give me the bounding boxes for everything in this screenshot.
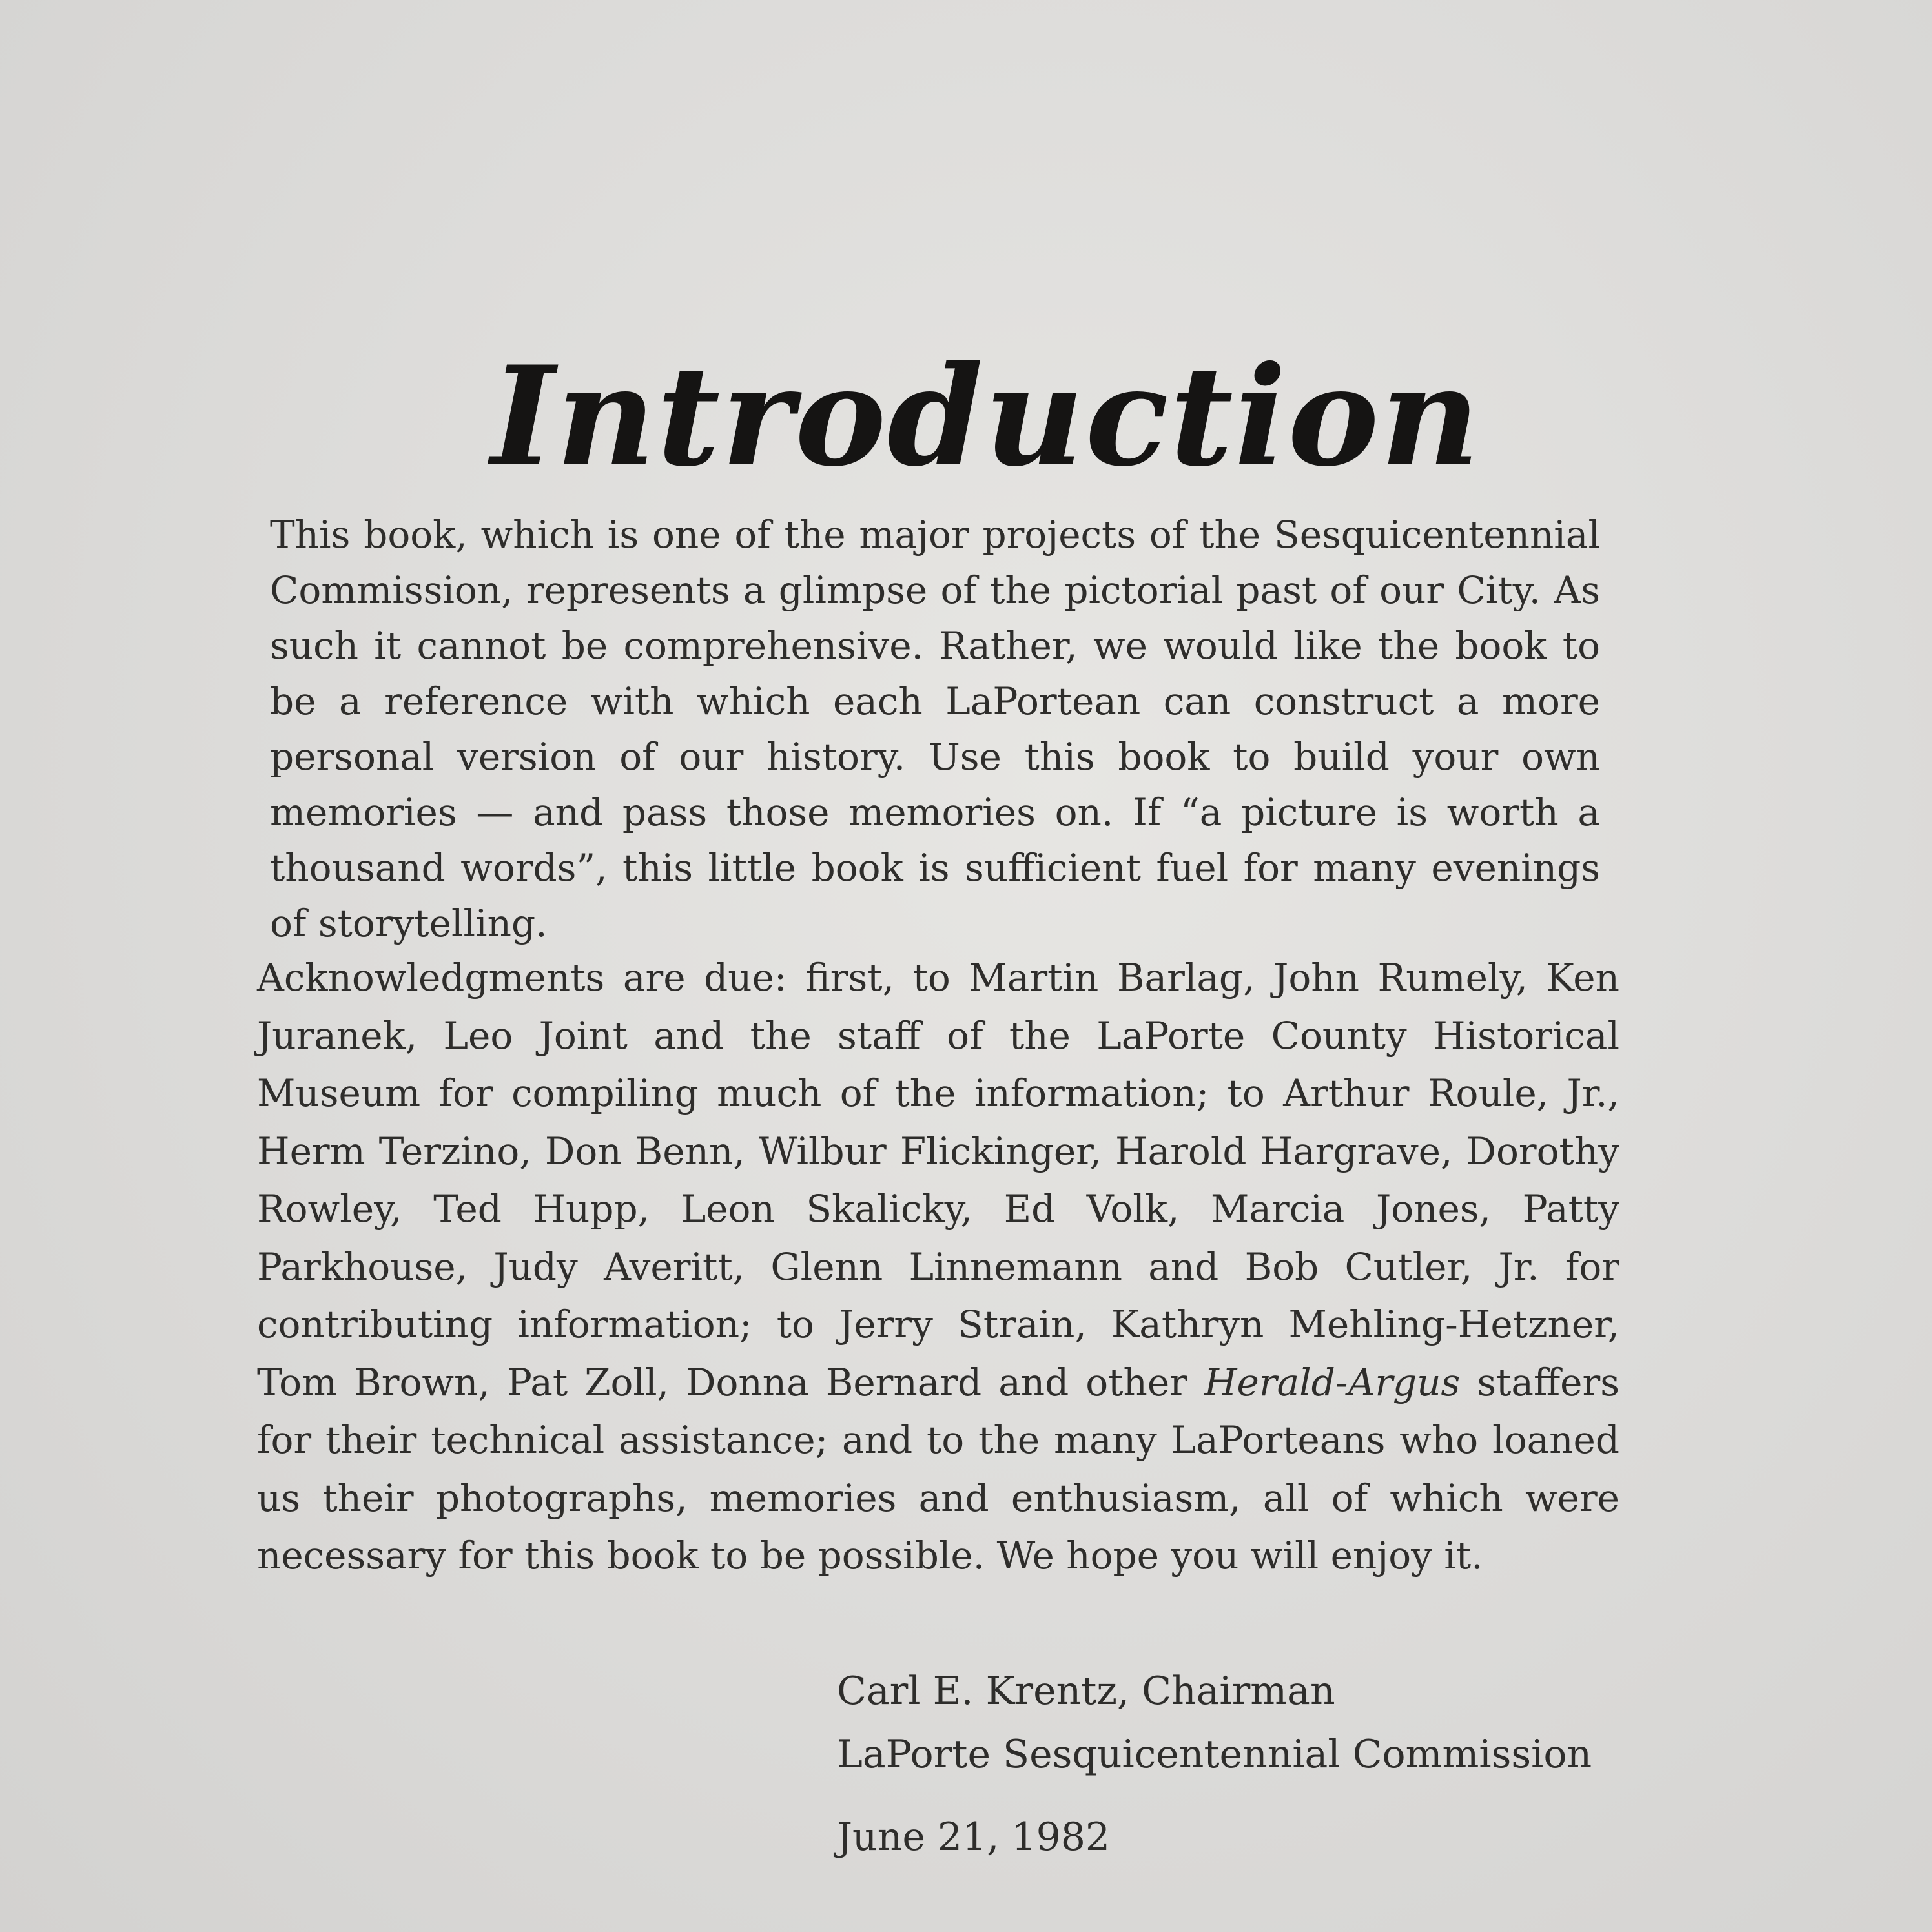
acknowledgments-text-end: staffers for their technical assistance; and to the many LaPorteans who loaned us their photographs, memories and enthusiasm, all of which were necessary for this book to be possible. We hope you will enjoy it.: [257, 1360, 1619, 1577]
intro-paragraph-1: This book, which is one of the major projects of the Sesquicentennial Commission, represents a glimpse of the pictorial past of our City. As such it cannot be comprehensive. Rather, we would like the book to be a reference with which each LaPortean can construct a more personal version of our history. Use this book to build your own memories — and pass those memories on. If “a picture is worth a thousand words”, this little book is sufficient fuel for many evenings of storytelling.: [270, 513, 1600, 945]
signer-organization: LaPorte Sesquicentennial Commission: [837, 1732, 1592, 1777]
signature-date: June 21, 1982: [837, 1814, 1111, 1860]
signature-block: [837, 1660, 1741, 1869]
signer-name: Carl E. Krentz, Chairman: [837, 1669, 1335, 1714]
acknowledgments-text-start: Acknowledgments are due: first, to Martin Barlag, John Rumely, Ken Juranek, Leo Joint and the staff of the LaPorte County Historical Museum for compiling much of the information; to Arthur Roule, Jr., Herm Terzino, Don Benn, Wilbur Flickinger, Harold Hargrave, Dorothy Rowley, Ted Hupp, Leon Skalicky, Ed Volk, Marcia Jones, Patty Parkhouse, Judy Averitt, Glenn Linnemann and Bob Cutler, Jr. for contributing information; to Jerry Strain, Kathryn Mehling-Hetzner, Tom Brown, Pat Zoll, Donna Bernard and other: [257, 956, 1619, 1404]
publication-name: Herald-Argus: [1204, 1360, 1461, 1404]
page-title: Introduction: [491, 336, 1481, 497]
acknowledgments-paragraph: [257, 949, 1619, 1585]
